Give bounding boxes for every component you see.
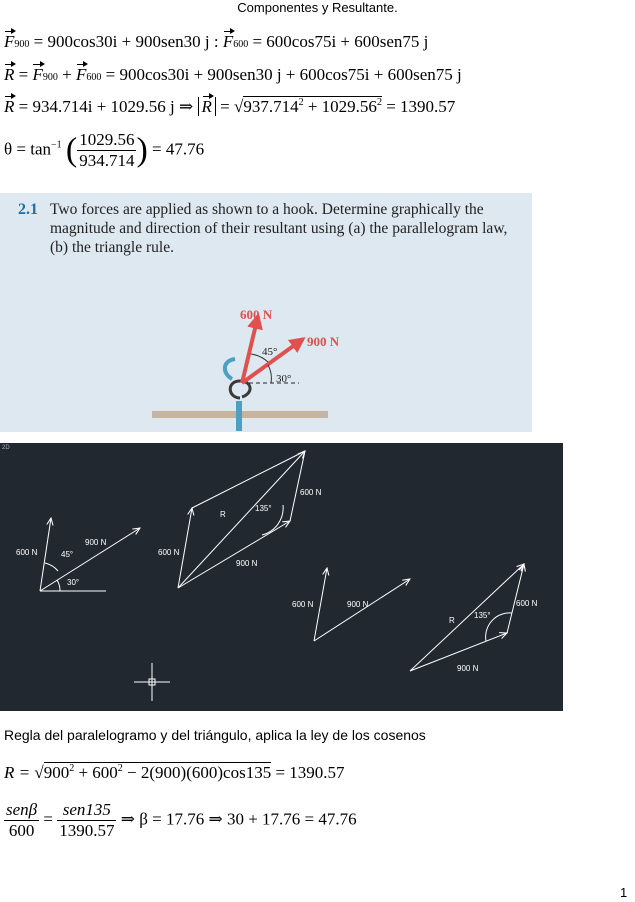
vector-r-symbol: R (4, 65, 15, 84)
f600-subscript: 600 (86, 72, 102, 83)
eq3-result: = 1390.57 (386, 97, 456, 116)
equation-resultant-magnitude (4, 97, 455, 117)
f900-subscript: 900 (14, 39, 30, 50)
cad-fig1-label-600: 600 N (16, 548, 38, 557)
vector-f900-symbol: F (32, 65, 43, 84)
vector-r-symbol: R (4, 97, 15, 116)
label-900-n: 900 N (307, 334, 340, 349)
hook-tip (225, 359, 235, 379)
eq6-fraction-2: $\frac{\text{sen135}}{1390.57}$ (59, 800, 115, 840)
f900-subscript: 900 (42, 72, 58, 83)
cad-figure-components (40, 518, 140, 591)
eq3-radicand: $937.714^2 + 1029.56^2$ (243, 97, 382, 116)
cad-fig4-label-600: 600 N (516, 599, 538, 608)
vector-r-abs-symbol: R (201, 97, 212, 116)
eq6-fraction-1: $\frac{\text{senβ}}{600}$ (6, 800, 38, 840)
page-number: 1 (620, 885, 628, 900)
cad-fig2-label-600-top: 600 N (300, 488, 322, 497)
eq5-radicand: $900^2 + 600^2 - 2(900)(600)\cos 135$ (43, 763, 272, 782)
cad-fig2-900-vector (178, 521, 290, 588)
cad-fig2-600-vector (178, 508, 192, 588)
angle-30-arc (268, 365, 271, 383)
hook-curve (230, 381, 250, 398)
equation-force-components (4, 32, 428, 52)
eq2-equals: = (18, 65, 29, 84)
cad-fig1-600-vector (40, 518, 51, 591)
cad-fig3-label-900: 900 N (347, 600, 369, 609)
cad-fig2-label-135: 135° (255, 504, 272, 513)
label-angle-45: 45° (262, 346, 278, 358)
cad-fig1-label-900: 900 N (85, 538, 107, 547)
eq6-equals: = (43, 809, 53, 829)
sqrt-symbol: √ (234, 97, 244, 116)
section-caption: Regla del paralelogramo y del triángulo, aplica la ley de los cosenos (4, 727, 426, 743)
eq5-lhs: R = (4, 763, 31, 782)
equation-resultant-sum (4, 65, 462, 85)
cad-fig4-resultant (410, 564, 524, 671)
f900-expression: = 900cos30i + 900sen30 j : (33, 32, 219, 51)
cad-fig4-label-r: R (449, 616, 455, 625)
cad-fig2-label-600-left: 600 N (158, 548, 180, 557)
cad-figure-triangle-rule (410, 564, 524, 671)
eq2-plus: + (62, 65, 72, 84)
cad-corner-mark: 2D (2, 445, 10, 451)
cad-fig2-label-r: R (220, 510, 226, 519)
problem-statement: Two forces are applied as shown to a hook. Determine graphically the magnitude and direction of their resultant using (a) the parallelogram law, (b) the triangle rule. (50, 201, 508, 256)
hook-diagram (0, 193, 532, 432)
eq5-result: = 1390.57 (275, 763, 345, 782)
cad-fig4-label-135: 135° (474, 611, 491, 620)
cad-fig4-label-900: 900 N (457, 664, 479, 673)
equation-angle-theta: $\theta = \tan^{-1}$ ( $\frac{1029.56}{934.714}$ ) = 47.76 (4, 130, 205, 170)
eq3-equals: = (220, 97, 230, 116)
problem-number: 2.1 (18, 201, 38, 218)
cad-fig1-arc-45 (45, 563, 58, 571)
sqrt-symbol: √ (34, 763, 44, 782)
equation-law-of-cosines (4, 763, 345, 783)
eq2-expression: = 900cos30i + 900sen30 j + 600cos75i + 600sen75 j (105, 65, 462, 84)
cad-fig2-side-900 (192, 451, 305, 508)
eq3-components: = 934.714i + 1029.56 j ⇒ (18, 97, 194, 116)
cad-fig1-label-45: 45° (61, 550, 74, 559)
label-angle-30: 30° (276, 373, 292, 385)
theta-lhs: θ = tan (4, 139, 51, 159)
vector-f900-symbol: F (4, 32, 15, 51)
cad-fig1-arc-30 (57, 580, 60, 591)
document-title: Componentes y Resultante. (237, 0, 398, 15)
crosshair-cursor-icon (134, 663, 170, 701)
cad-vector-diagrams (0, 443, 563, 711)
cad-fig2-label-900: 900 N (236, 559, 258, 568)
f600-subscript: 600 (233, 39, 249, 50)
theta-fraction: $\frac{1029.56}{934.714}$ (79, 130, 135, 170)
hook-stem (236, 401, 242, 431)
cad-fig2-side-600 (290, 451, 305, 521)
cad-fig3-label-600: 600 N (292, 600, 314, 609)
inverse-exponent: −1 (51, 139, 62, 151)
vector-f600-symbol: F (75, 65, 87, 84)
cad-fig1-label-30: 30° (67, 578, 80, 587)
equation-law-of-sines (4, 800, 357, 841)
cad-fig3-900-vector (314, 579, 410, 641)
cad-fig3-600-vector (314, 568, 327, 641)
vector-f600-symbol: F (222, 32, 234, 51)
eq6-result: ⇒ β = 17.76 ⇒ 30 + 17.76 = 47.76 (120, 809, 357, 829)
label-600-n: 600 N (240, 307, 273, 322)
theta-result: = 47.76 (152, 139, 205, 159)
f600-expression: = 600cos75i + 600sen75 j (252, 32, 429, 51)
